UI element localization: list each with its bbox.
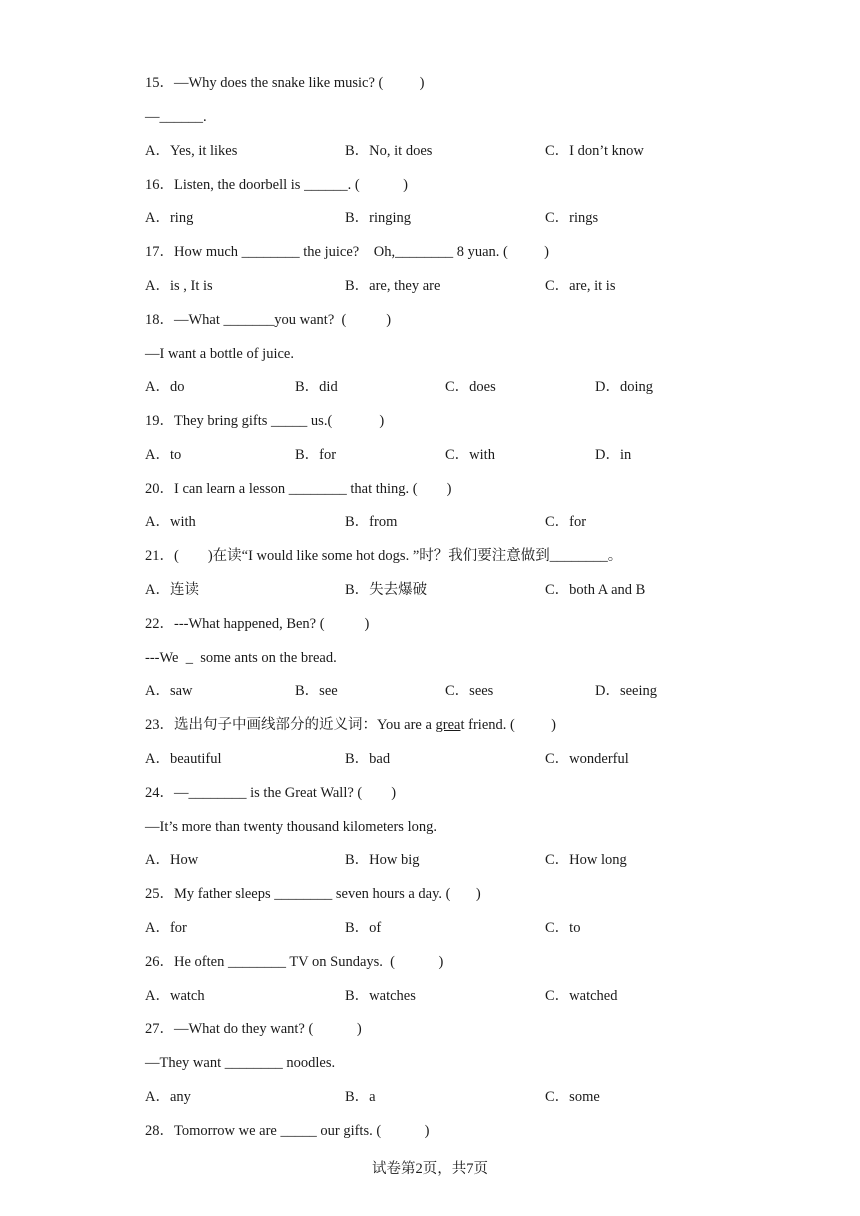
question-19-stem: 19．They bring gifts _____ us.( ) bbox=[145, 413, 385, 429]
question-24-option-c[interactable]: C．How long bbox=[545, 852, 627, 868]
question-19-option-b[interactable]: B．for bbox=[295, 447, 337, 463]
question-26-option-a[interactable]: A．watch bbox=[145, 988, 205, 1004]
question-21-option-a[interactable]: A．连读 bbox=[145, 582, 199, 598]
question-24-option-b[interactable]: B．How big bbox=[345, 852, 420, 868]
question-22-reply: ---We _ some ants on the bread. bbox=[145, 650, 337, 666]
question-20-option-b[interactable]: B．from bbox=[345, 514, 398, 530]
question-24-stem: 24．—________ is the Great Wall? ( ) bbox=[145, 785, 397, 801]
question-25-option-b[interactable]: B．of bbox=[345, 920, 382, 936]
question-22-option-c[interactable]: C．sees bbox=[445, 683, 494, 699]
question-24-reply: —It’s more than twenty thousand kilometers long. bbox=[145, 819, 437, 835]
question-16-option-c[interactable]: C．rings bbox=[545, 210, 599, 226]
question-23-option-c[interactable]: C．wonderful bbox=[545, 751, 629, 767]
question-27-reply: —They want ________ noodles. bbox=[145, 1055, 336, 1071]
question-15-option-a[interactable]: A．Yes, it likes bbox=[145, 143, 238, 159]
question-26-option-b[interactable]: B．watches bbox=[345, 988, 416, 1004]
question-19-option-d[interactable]: D．in bbox=[595, 447, 632, 463]
question-25-option-c[interactable]: C．to bbox=[545, 920, 581, 936]
question-19-option-c[interactable]: C．with bbox=[445, 447, 495, 463]
question-23-option-b[interactable]: B．bad bbox=[345, 751, 391, 767]
question-27-option-c[interactable]: C．some bbox=[545, 1089, 600, 1105]
question-17-stem: 17．How much ________ the juice? Oh,________ 8 yuan. ( ) bbox=[145, 244, 549, 260]
question-16-option-a[interactable]: A．ring bbox=[145, 210, 194, 226]
question-18-stem: 18．—What _______you want? ( ) bbox=[145, 312, 392, 328]
question-19-option-a[interactable]: A．to bbox=[145, 447, 182, 463]
question-21-stem: 21．( )在读“I would like some hot dogs. ”时？我们要注意做到________。 bbox=[145, 548, 623, 564]
question-27-option-a[interactable]: A．any bbox=[145, 1089, 191, 1105]
question-15-option-c[interactable]: C．I don’t know bbox=[545, 143, 644, 159]
question-22-stem: 22．---What happened, Ben? ( ) bbox=[145, 616, 370, 632]
question-23-underlined-word: grea bbox=[435, 717, 461, 733]
question-16-stem: 16．Listen, the doorbell is ______. ( ) bbox=[145, 177, 408, 193]
question-24-option-a[interactable]: A．How bbox=[145, 852, 199, 868]
question-27-stem: 27．—What do they want? ( ) bbox=[145, 1021, 362, 1037]
question-25-stem: 25．My father sleeps ________ seven hours a day. ( ) bbox=[145, 886, 481, 902]
question-20-option-c[interactable]: C．for bbox=[545, 514, 587, 530]
question-18-option-a[interactable]: A．do bbox=[145, 379, 185, 395]
question-22-option-b[interactable]: B．see bbox=[295, 683, 338, 699]
question-18-option-c[interactable]: C．does bbox=[445, 379, 496, 395]
question-20-option-a[interactable]: A．with bbox=[145, 514, 196, 530]
question-25-option-a[interactable]: A．for bbox=[145, 920, 187, 936]
question-22-option-a[interactable]: A．saw bbox=[145, 683, 193, 699]
question-17-option-b[interactable]: B．are, they are bbox=[345, 278, 441, 294]
question-22-option-d[interactable]: D．seeing bbox=[595, 683, 658, 699]
question-23-stem-pre: 23．选出句子中画线部分的近义词：You are a bbox=[145, 717, 436, 733]
question-15-stem: 15．—Why does the snake like music? ( ) bbox=[145, 75, 425, 91]
question-17-option-c[interactable]: C．are, it is bbox=[545, 278, 616, 294]
question-21-option-c[interactable]: C．both A and B bbox=[545, 582, 646, 598]
question-15-option-b[interactable]: B．No, it does bbox=[345, 143, 433, 159]
question-20-stem: 20．I can learn a lesson ________ that thing. ( ) bbox=[145, 481, 452, 497]
question-15-reply: —______. bbox=[145, 109, 207, 125]
question-18-option-b[interactable]: B．did bbox=[295, 379, 338, 395]
question-28-stem: 28．Tomorrow we are _____ our gifts. ( ) bbox=[145, 1123, 430, 1139]
question-26-option-c[interactable]: C．watched bbox=[545, 988, 618, 1004]
question-18-option-d[interactable]: D．doing bbox=[595, 379, 653, 395]
question-17-option-a[interactable]: A．is , It is bbox=[145, 278, 213, 294]
question-23-option-a[interactable]: A．beautiful bbox=[145, 751, 222, 767]
question-21-option-b[interactable]: B．失去爆破 bbox=[345, 582, 428, 598]
page-footer: 试卷第2页，共7页 bbox=[372, 1161, 488, 1177]
question-23-stem-post: t friend. ( ) bbox=[460, 717, 556, 733]
question-23-stem bbox=[145, 716, 556, 734]
question-16-option-b[interactable]: B．ringing bbox=[345, 210, 412, 226]
question-18-reply: —I want a bottle of juice. bbox=[145, 346, 294, 362]
question-26-stem: 26．He often ________ TV on Sundays. ( ) bbox=[145, 954, 444, 970]
question-27-option-b[interactable]: B．a bbox=[345, 1089, 376, 1105]
